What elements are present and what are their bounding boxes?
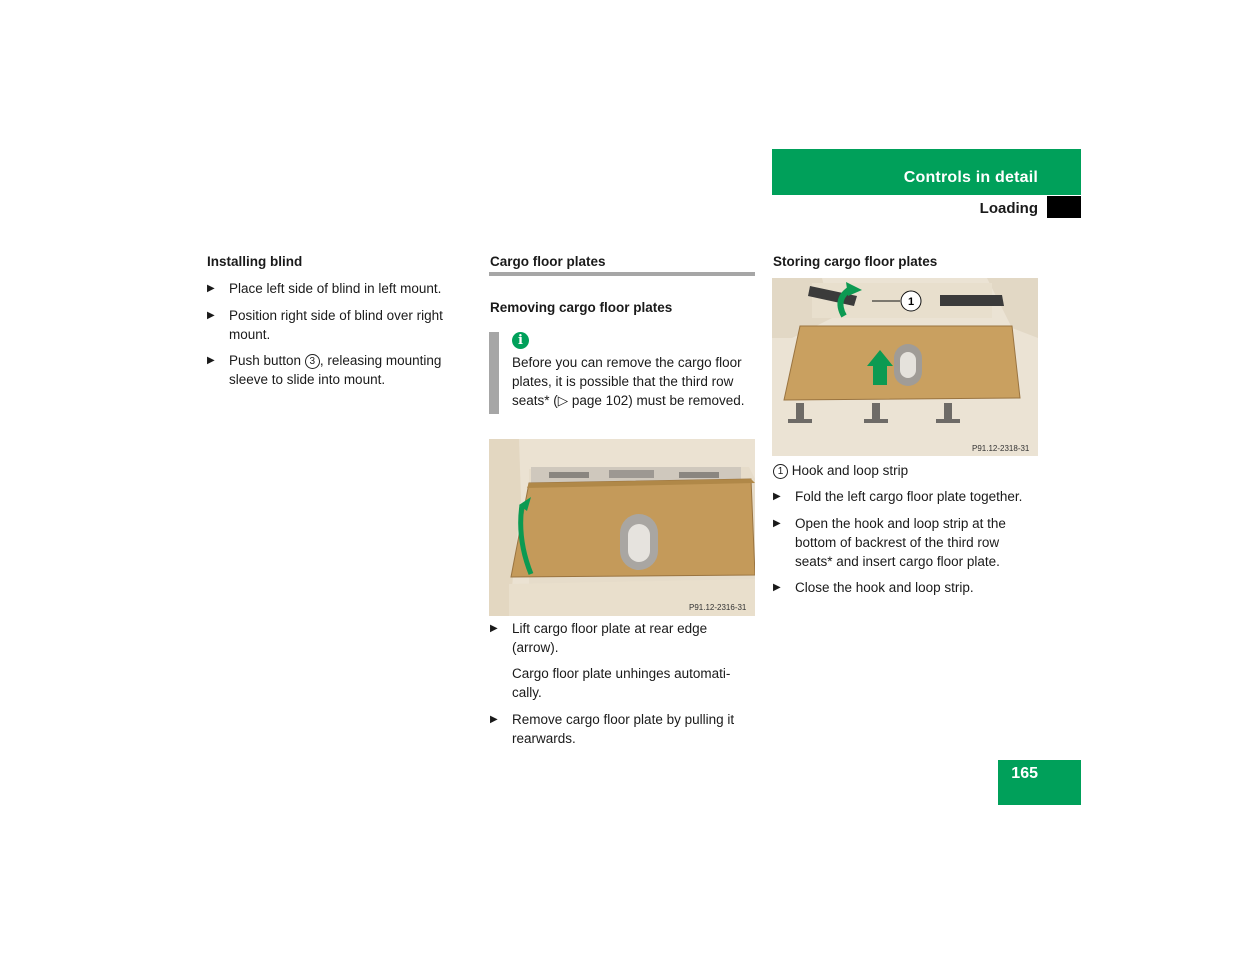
list-item: ▶ Remove cargo floor plate by pulling it rearwards. — [490, 712, 735, 746]
removing-plates-subheading: Removing cargo floor plates — [490, 300, 673, 315]
callout-number-3: 3 — [305, 354, 320, 369]
info-sidebar — [489, 332, 499, 414]
list-item: ▶ Position right side of blind over right mount. — [207, 308, 443, 342]
list-item: ▶ Place left side of blind in left mount. — [207, 281, 442, 296]
legend-label: Hook and loop strip — [791, 463, 909, 478]
info-icon: i — [512, 332, 529, 349]
image-code: P91.12-2318-31 — [972, 444, 1030, 453]
legend-item — [773, 461, 1038, 480]
bullet-arrow-icon: ▶ — [490, 623, 498, 634]
bullet-arrow-icon: ▶ — [207, 283, 215, 294]
cargo-floor-plates-heading: Cargo floor plates — [490, 254, 606, 269]
header-marker-block — [1047, 196, 1081, 218]
image-code: P91.12-2316-31 — [689, 603, 747, 612]
push-button-text: Push button — [229, 353, 302, 368]
section-title: Controls in detail — [903, 169, 1038, 186]
bullet-arrow-icon: ▶ — [773, 491, 781, 502]
removing-plate-illustration — [489, 439, 755, 616]
bullet-arrow-icon: ▶ — [207, 355, 215, 366]
list-item: ▶ Open the hook and loop strip at the bottom of backrest of the third row seats* and insert cargo floor plate. — [773, 516, 1006, 569]
list-item: ▶ Close the hook and loop strip. — [773, 580, 974, 595]
list-item: ▶ Fold the left cargo floor plate together. — [773, 489, 1023, 504]
subsection-title: Loading — [979, 200, 1038, 217]
releasing-text: , releasing mounting sleeve to slide into mount. — [229, 353, 442, 387]
bullet-arrow-icon: ▶ — [490, 714, 498, 725]
cargo-plate-lift-illustration — [489, 439, 755, 616]
bullet-arrow-icon: ▶ — [207, 310, 215, 321]
heading-underline — [489, 272, 755, 276]
page-number-box — [998, 760, 1081, 805]
step-result: Cargo floor plate unhinges automati-cally. — [512, 666, 731, 700]
list-item — [207, 351, 462, 389]
installing-blind-heading: Installing blind — [207, 254, 303, 269]
section-header-bar — [772, 149, 1081, 195]
bullet-arrow-icon: ▶ — [773, 582, 781, 593]
list-item: ▶ Lift cargo floor plate at rear edge (arrow). — [490, 621, 708, 655]
callout-number-1: 1 — [773, 464, 788, 479]
page-number: 165 — [1011, 765, 1038, 782]
callout-number-1: 1 — [907, 296, 915, 308]
storing-plate-illustration — [772, 278, 1038, 456]
cargo-plate-store-illustration — [772, 278, 1038, 456]
storing-plates-heading: Storing cargo floor plates — [773, 254, 938, 269]
info-note: Before you can remove the cargo floor plates, it is possible that the third row seats* (▷ page 102) must be removed. — [512, 355, 745, 408]
bullet-arrow-icon: ▶ — [773, 518, 781, 529]
